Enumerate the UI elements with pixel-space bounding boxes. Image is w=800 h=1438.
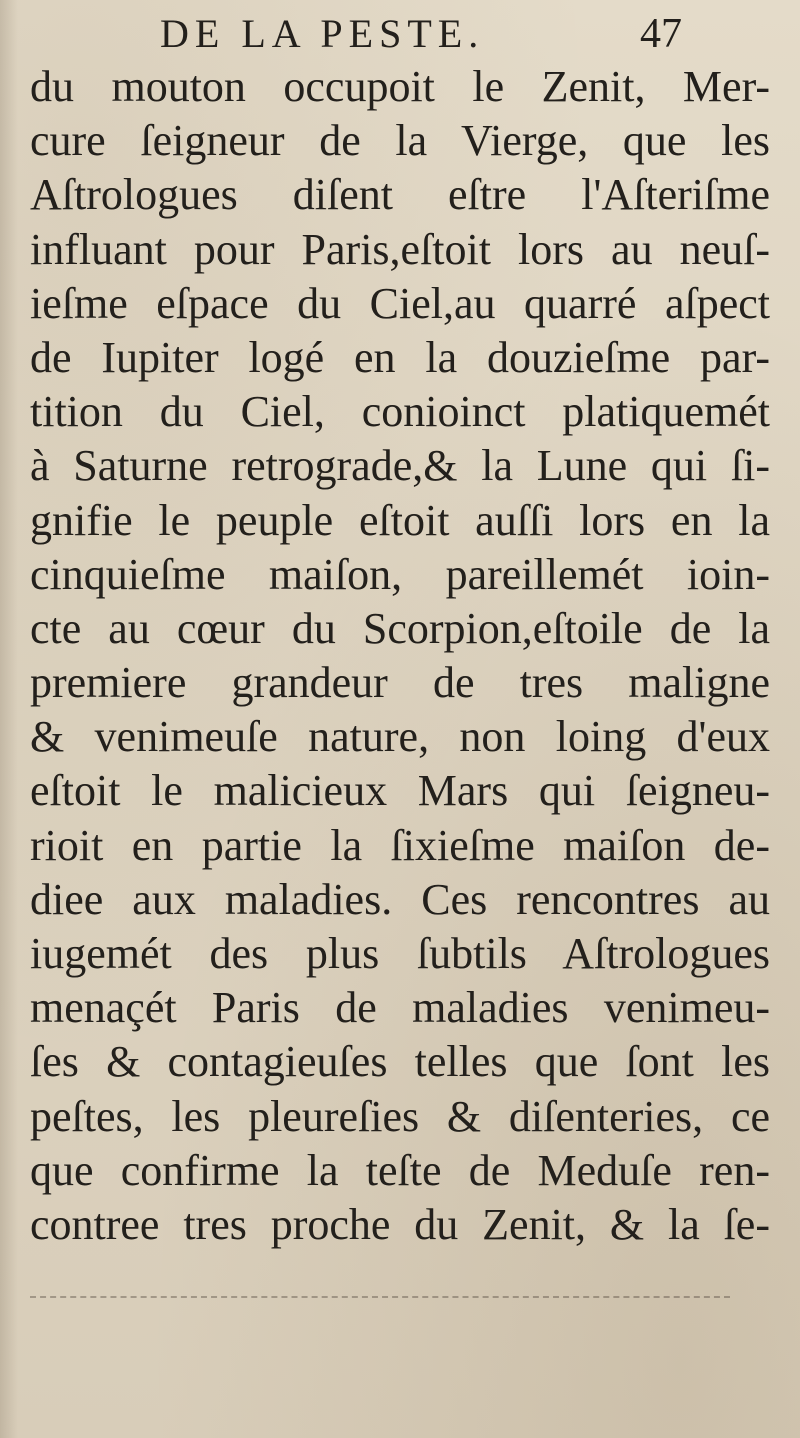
text-line: que confirme la teſte de Meduſe ren-	[30, 1145, 770, 1195]
text-line: premiere grandeur de tres maligne	[30, 658, 770, 708]
page-number: 47	[640, 11, 682, 57]
text-line: du mouton occupoit le Zenit, Mer-	[30, 62, 770, 111]
text-line: tition du Ciel, conioinct platiquemét	[30, 387, 770, 437]
spine-shadow	[0, 0, 18, 1438]
text-line: diee aux maladies. Ces rencontres au	[30, 874, 770, 924]
text-line: iugemét des plus ſubtils Aſtrologues	[30, 929, 770, 978]
running-head: DE LA PESTE.	[160, 11, 485, 56]
text-line: gnifie le peuple eſtoit auſſi lors en la	[30, 495, 770, 545]
text-line: influant pour Paris,eſtoit lors au neuſ-	[30, 224, 770, 274]
text-line: cure ſeigneur de la Vierge, que les	[30, 116, 770, 166]
text-line: Aſtrologues diſent eſtre l'Aſteriſme	[30, 170, 770, 220]
text-line: ſes & contagieuſes telles que ſont les	[30, 1037, 770, 1087]
text-line: & venimeuſe nature, non loing d'eux	[30, 712, 770, 762]
text-line: de Iupiter logé en la douzieſme par-	[30, 332, 770, 382]
text-line: rioit en partie la ſixieſme maiſon de-	[30, 820, 770, 870]
text-line: cte au cœur du Scorpion,eſtoile de la	[30, 603, 770, 653]
text-line: cinquieſme maiſon, pareillemét ioin-	[30, 549, 770, 599]
body-text	[30, 60, 770, 1252]
text-line: ieſme eſpace du Ciel,au quarré aſpect	[30, 278, 770, 328]
bottom-rule	[30, 1296, 730, 1298]
text-line: eſtoit le malicieux Mars qui ſeigneu-	[30, 766, 770, 816]
text-line: menaçét Paris de maladies venimeu-	[30, 983, 770, 1033]
text-line: à Saturne retrograde,& la Lune qui ſi-	[30, 441, 770, 491]
text-line: contree tres proche du Zenit, & la ſe-	[30, 1199, 770, 1249]
text-line: peſtes, les pleureſies & diſenteries, ce	[30, 1091, 770, 1141]
